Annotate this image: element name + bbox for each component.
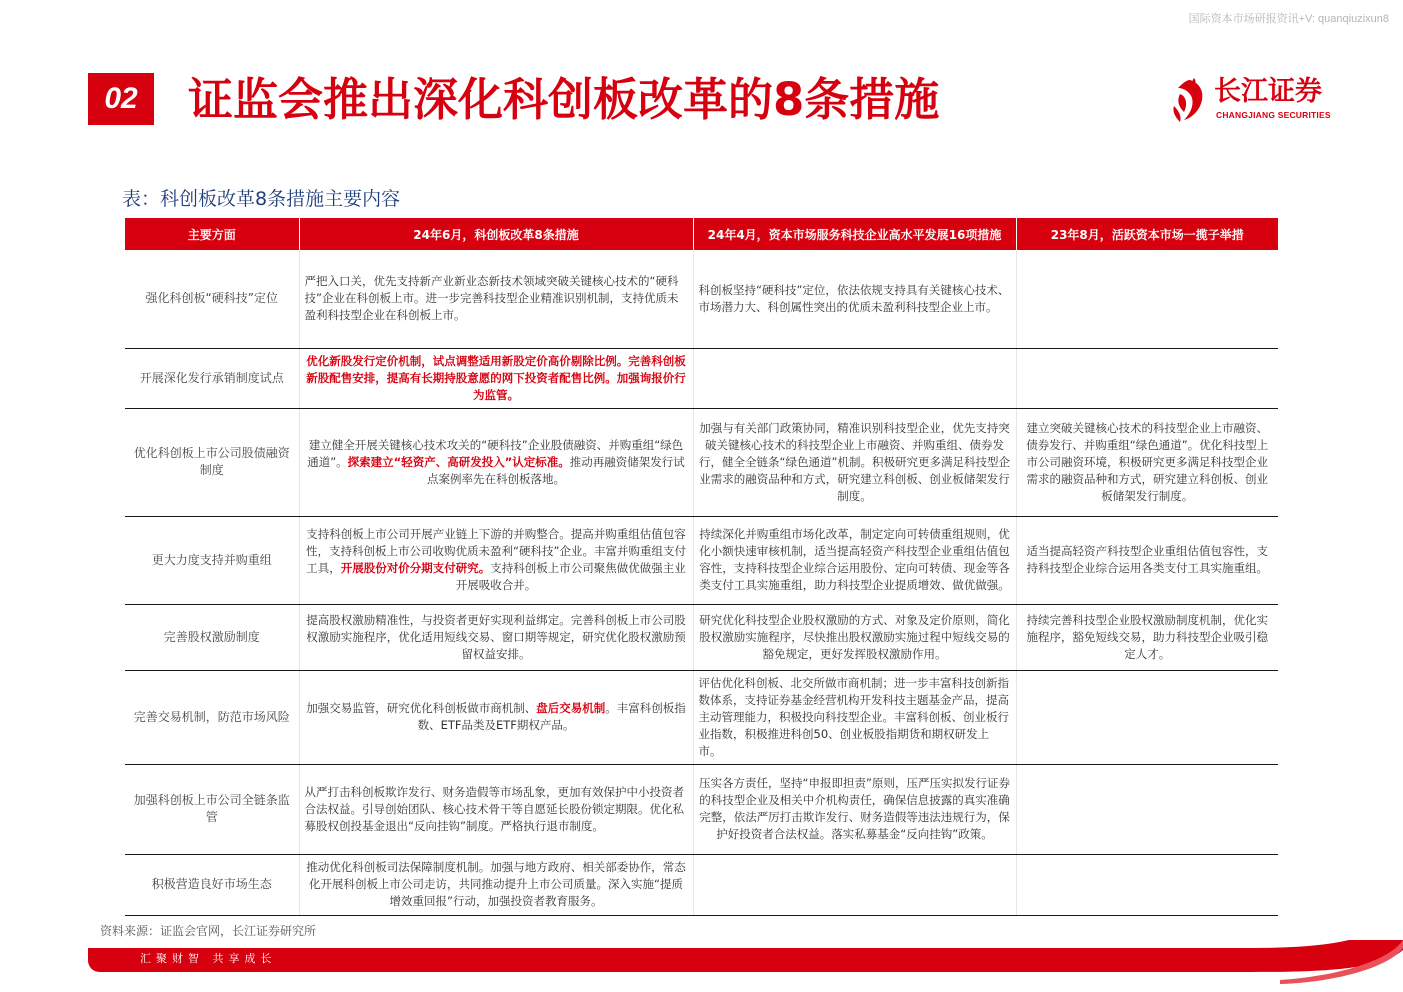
jun24-cell [299, 516, 693, 604]
company-logo [1170, 72, 1340, 128]
jun24-cell [299, 348, 693, 408]
cell-text: 建立健全开展关键核心技术攻关的“硬科技”企业股债融资、并购重组“绿色通道”。 [307, 437, 684, 469]
apr24-cell: 评估优化科创板、北交所做市商机制；进一步丰富科技创新指数体系，支持证券基金经营机构开发科技主题基金产品，提高主动管理能力，积极投向科技型企业。丰富科创板、创业板行业指数，积极推进科创50、创业板股指期货和期权研发上市。 [693, 670, 1016, 764]
aspect-cell: 完善交易机制，防范市场风险 [125, 670, 299, 764]
jun24-cell [299, 670, 693, 764]
table-row [125, 516, 1278, 604]
cell-emphasis: 盘后交易机制 [536, 701, 606, 715]
footer-swoosh [0, 940, 1403, 992]
column-header: 23年8月，活跃资本市场一揽子举措 [1016, 218, 1278, 250]
cell-text: 支持科创板上市公司聚焦做优做强主业开展吸收合并。 [455, 561, 686, 592]
measures-table [125, 218, 1278, 916]
apr24-cell: 压实各方责任，坚持“申报即担责”原则，压严压实拟发行证券的科技型企业及相关中介机构责任，确保信息披露的真实准确完整，依法严厉打击欺诈发行、财务造假等违法违规行为，保护好投资者合法权益。落实私募基金“反向挂钩”政策。 [693, 764, 1016, 854]
cell-text: 从严打击科创板欺诈发行、财务造假等市场乱象，更加有效保护中小投资者合法权益。引导创始团队、核心技术骨干等自愿延长股份锁定期限。优化私募股权创投基金退出“反向挂钩”制度。严格执行退市制度。 [304, 784, 684, 833]
cell-text: 严把入口关，优先支持新产业新业态新技术领域突破关键核心技术的“硬科技”企业在科创板上市。进一步完善科技型企业精准识别机制，支持优质未盈利科技型企业在科创板上市。 [304, 274, 679, 323]
table-row [125, 670, 1278, 764]
page-title: 证监会推出深化科创板改革的8条措施 [188, 73, 940, 126]
aug23-cell: 适当提高轻资产科技型企业重组估值包容性，支持科技型企业综合运用各类支付工具实施重组。 [1016, 516, 1278, 604]
apr24-cell: 持续深化并购重组市场化改革，制定定向可转债重组规则，优化小额快速审核机制，适当提高轻资产科技型企业重组估值包容性，支持科技型企业综合运用股份、定向可转债、现金等各类支付工具实施重组，助力科技型企业提质增效、做优做强。 [693, 516, 1016, 604]
apr24-cell: 加强与有关部门政策协同，精准识别科技型企业，优先支持突破关键核心技术的科技型企业上市融资、并购重组、债券发行，健全全链条“绿色通道”机制。积极研究更多满足科技型企业需求的融资品种和方式，研究建立科创板、创业板储架发行制度。 [693, 408, 1016, 516]
cell-text: 推动优化科创板司法保障制度机制。加强与地方政府、相关部委协作，常态化开展科创板上市公司走访，共同推动提升上市公司质量。深入实施“提质增效重回报”行动，加强投资者教育服务。 [306, 860, 686, 908]
aug23-cell [1016, 670, 1278, 764]
cell-text: 。丰富科创板指数、ETF品类及ETF期权产品。 [417, 701, 686, 732]
cell-text: 支持科创板上市公司开展产业链上下游的并购整合。提高并购重组估值包容性，支持科创板上市公司收购优质未盈利“硬科技”企业。丰富并购重组支付工具， [306, 527, 686, 575]
aspect-cell: 加强科创板上市公司全链条监管 [125, 764, 299, 854]
table-row [125, 604, 1278, 670]
logo-name-en: CHANGJIANG SECURITIES [1216, 110, 1331, 120]
aspect-cell: 强化科创板“硬科技”定位 [125, 250, 299, 348]
aug23-cell [1016, 764, 1278, 854]
jun24-cell [299, 250, 693, 348]
apr24-cell: 研究优化科技型企业股权激励的方式、对象及定价原则，简化股权激励实施程序，尽快推出股权激励实施过程中短线交易的豁免规定，更好发挥股权激励作用。 [693, 604, 1016, 670]
cell-emphasis: 优化新股发行定价机制，试点调整适用新股定价高价剔除比例。完善科创板新股配售安排，提高有长期持股意愿的网下投资者配售比例。加强询报价行为监管。 [306, 353, 686, 402]
aspect-cell: 完善股权激励制度 [125, 604, 299, 670]
column-header: 主要方面 [125, 218, 299, 250]
section-number-badge: 02 [88, 73, 154, 125]
footer-slogan: 汇聚财智 共享成长 [140, 952, 277, 965]
table-row [125, 408, 1278, 516]
aug23-cell [1016, 854, 1278, 915]
table-row [125, 250, 1278, 348]
apr24-cell [693, 854, 1016, 915]
jun24-cell [299, 764, 693, 854]
table-caption: 表：科创板改革8条措施主要内容 [122, 188, 401, 210]
cell-text: 提高股权激励精准性，与投资者更好实现利益绑定。完善科创板上市公司股权激励实施程序，优化适用短线交易、窗口期等规定，研究优化股权激励预留权益安排。 [306, 612, 686, 661]
watermark-text: 国际资本市场研报资讯+V: quanqiuzixun8 [1188, 13, 1389, 25]
table-row [125, 764, 1278, 854]
aug23-cell: 持续完善科技型企业股权激励制度机制，优化实施程序，豁免短线交易，助力科技型企业吸引稳定人才。 [1016, 604, 1278, 670]
table-header-row [125, 218, 1278, 250]
aug23-cell [1016, 250, 1278, 348]
aspect-cell: 优化科创板上市公司股债融资制度 [125, 408, 299, 516]
jun24-cell [299, 408, 693, 516]
logo-name-cn: 长江证券 [1214, 76, 1322, 107]
table-row [125, 348, 1278, 408]
aug23-cell: 建立突破关键核心技术的科技型企业上市融资、债券发行、并购重组“绿色通道”。优化科技型上市公司融资环境，积极研究更多满足科技型企业需求的融资品种和方式，研究建立科创板、创业板储架发行制度。 [1016, 408, 1278, 516]
apr24-cell [693, 348, 1016, 408]
footer-band [0, 940, 1403, 992]
cell-text: 推动再融资储架发行试点案例率先在科创板落地。 [427, 454, 685, 486]
jun24-cell [299, 604, 693, 670]
jun24-cell [299, 854, 693, 915]
aug23-cell [1016, 348, 1278, 408]
table-row [125, 854, 1278, 915]
aspect-cell: 开展深化发行承销制度试点 [125, 348, 299, 408]
cell-emphasis: 开展股份对价分期支付研究。 [340, 561, 491, 575]
cell-emphasis: 探索建立“轻资产、高研发投入”认定标准。 [347, 454, 570, 469]
column-header: 24年4月，资本市场服务科技企业高水平发展16项措施 [693, 218, 1016, 250]
phoenix-logo-icon [1170, 76, 1210, 124]
aspect-cell: 更大力度支持并购重组 [125, 516, 299, 604]
source-note: 资料来源：证监会官网，长江证券研究所 [100, 924, 317, 938]
cell-text: 加强交易监管，研究优化科创板做市商机制、 [306, 701, 537, 715]
column-header: 24年6月，科创板改革8条措施 [299, 218, 693, 250]
apr24-cell: 科创板坚持“硬科技”定位，依法依规支持具有关键核心技术、市场潜力大、科创属性突出的优质未盈利科技型企业上市。 [693, 250, 1016, 348]
aspect-cell: 积极营造良好市场生态 [125, 854, 299, 915]
